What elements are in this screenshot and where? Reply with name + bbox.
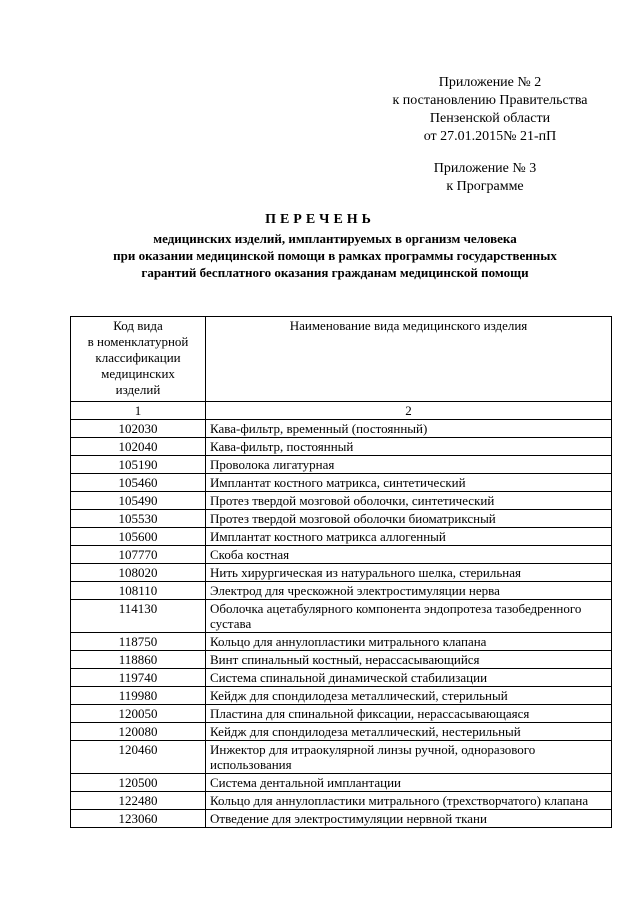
device-code: 119980 — [71, 687, 206, 705]
device-code: 122480 — [71, 792, 206, 810]
device-name: Нить хирургическая из натурального шелка, стерильная — [206, 564, 612, 582]
approval-line-3: Пензенской области — [429, 111, 551, 126]
table-row — [71, 546, 612, 564]
table-row — [71, 651, 612, 669]
table-row — [71, 705, 612, 723]
table-row — [71, 510, 612, 528]
device-code: 105190 — [71, 456, 206, 474]
approval-line-1: Приложение № 2 — [438, 75, 542, 90]
device-code: 108020 — [71, 564, 206, 582]
table-row — [71, 456, 612, 474]
device-name: Электрод для чрескожной электростимуляции нерва — [206, 582, 612, 600]
device-code: 120080 — [71, 723, 206, 741]
device-code: 120500 — [71, 774, 206, 792]
device-name: Инжектор для итраокулярной линзы ручной, одноразового использования — [206, 741, 612, 774]
device-code: 119740 — [71, 669, 206, 687]
appendix-block — [420, 160, 550, 196]
document-title: ПЕРЕЧЕНЬ — [265, 212, 375, 227]
device-code: 120050 — [71, 705, 206, 723]
table-row — [71, 564, 612, 582]
header-code-line: классификации — [95, 350, 181, 365]
appendix-line-1: Приложение № 3 — [433, 161, 537, 176]
device-code: 114130 — [71, 600, 206, 633]
device-name: Имплантат костного матрикса аллогенный — [206, 528, 612, 546]
device-name: Кольцо для аннулопластики митрального клапана — [206, 633, 612, 651]
table-row — [71, 528, 612, 546]
device-name: Кава-фильтр, временный (постоянный) — [206, 420, 612, 438]
table-row — [71, 582, 612, 600]
subtitle-line-3: гарантий бесплатного оказания гражданам медицинской помощи — [141, 265, 529, 280]
table-body — [71, 420, 612, 828]
table-row — [71, 633, 612, 651]
device-code: 118750 — [71, 633, 206, 651]
device-name: Отведение для электростимуляции нервной ткани — [206, 810, 612, 828]
column-number-2: 2 — [206, 402, 612, 420]
device-code: 105530 — [71, 510, 206, 528]
approval-line-2: к постановлению Правительства — [392, 93, 588, 108]
device-name: Винт спинальный костный, нерассасывающийся — [206, 651, 612, 669]
subtitle-line-2: при оказании медицинской помощи в рамках программы государственных — [113, 248, 557, 263]
device-name: Кольцо для аннулопластики митрального (трехстворчатого) клапана — [206, 792, 612, 810]
device-name: Кейдж для спондилодеза металлический, нестерильный — [206, 723, 612, 741]
device-name: Система дентальной имплантации — [206, 774, 612, 792]
table-row — [71, 492, 612, 510]
device-code: 105490 — [71, 492, 206, 510]
column-number-1: 1 — [71, 402, 206, 420]
table-row — [71, 810, 612, 828]
device-name: Пластина для спинальной фиксации, нерассасывающаяся — [206, 705, 612, 723]
table-header-row — [71, 317, 612, 402]
approval-line-4: от 27.01.2015№ 21-пП — [423, 129, 557, 144]
table-row — [71, 741, 612, 774]
device-code: 105460 — [71, 474, 206, 492]
table-row — [71, 723, 612, 741]
device-code: 108110 — [71, 582, 206, 600]
device-name: Протез твердой мозговой оболочки биоматриксный — [206, 510, 612, 528]
device-code: 107770 — [71, 546, 206, 564]
device-name: Имплантат костного матрикса, синтетический — [206, 474, 612, 492]
header-code-line: изделий — [115, 382, 161, 397]
header-code — [71, 317, 206, 402]
appendix-line-2: к Программе — [446, 179, 524, 194]
device-name: Проволока лигатурная — [206, 456, 612, 474]
device-name: Кава-фильтр, постоянный — [206, 438, 612, 456]
column-number-row — [71, 402, 612, 420]
header-code-line: Код вида — [113, 318, 163, 333]
device-name: Оболочка ацетабулярного компонента эндопротеза тазобедренного сустава — [206, 600, 612, 633]
device-code: 105600 — [71, 528, 206, 546]
device-code: 102040 — [71, 438, 206, 456]
table-row — [71, 420, 612, 438]
table-row — [71, 474, 612, 492]
table-row — [71, 792, 612, 810]
header-name: Наименование вида медицинского изделия — [206, 317, 612, 402]
table-row — [71, 774, 612, 792]
header-code-line: медицинских — [101, 366, 175, 381]
device-name: Кейдж для спондилодеза металлический, стерильный — [206, 687, 612, 705]
header-code-line: в номенклатурной — [87, 334, 189, 349]
device-code: 102030 — [71, 420, 206, 438]
device-name: Скоба костная — [206, 546, 612, 564]
device-code: 120460 — [71, 741, 206, 774]
device-name: Система спинальной динамической стабилизации — [206, 669, 612, 687]
device-code: 118860 — [71, 651, 206, 669]
medical-devices-table — [70, 316, 612, 828]
table-row — [71, 687, 612, 705]
approval-block — [380, 74, 600, 146]
table-row — [71, 438, 612, 456]
device-name: Протез твердой мозговой оболочки, синтетический — [206, 492, 612, 510]
document-subtitle — [40, 230, 630, 281]
subtitle-line-1: медицинских изделий, имплантируемых в организм человека — [153, 231, 517, 246]
table-row — [71, 669, 612, 687]
device-code: 123060 — [71, 810, 206, 828]
table-row — [71, 600, 612, 633]
